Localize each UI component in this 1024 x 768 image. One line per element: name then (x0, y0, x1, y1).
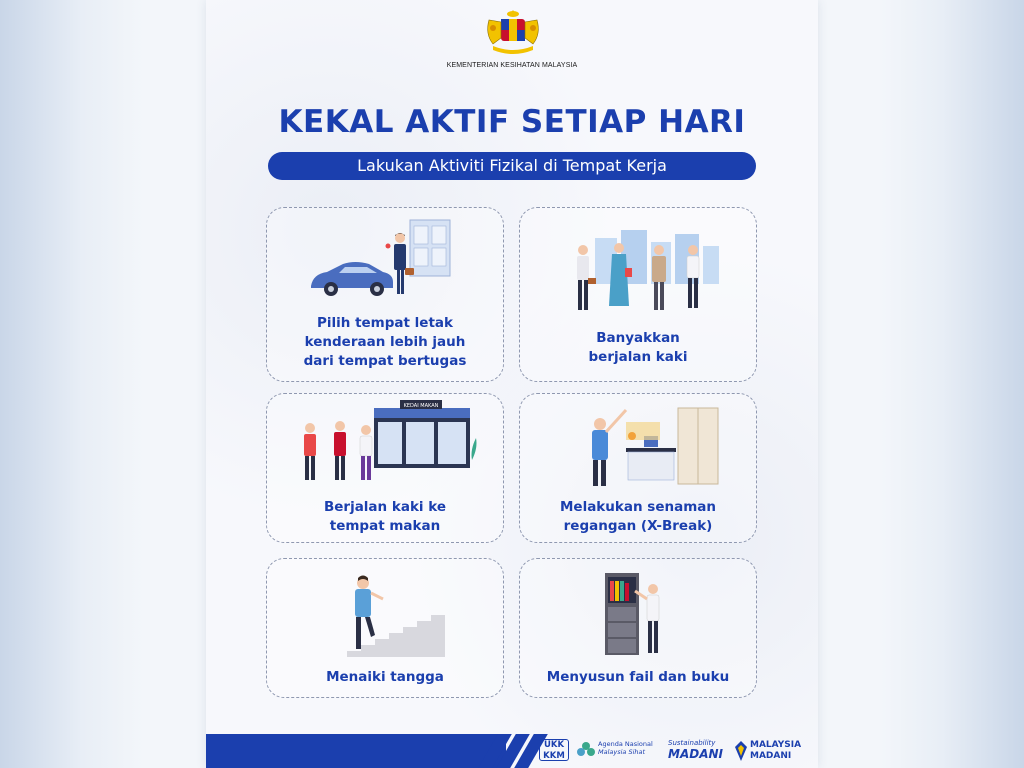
logo-text: KKM (543, 751, 565, 761)
restaurant-sign-text: KEDAI MAKAN (403, 403, 439, 409)
logo-text: UKK (543, 740, 565, 750)
footer (206, 732, 818, 768)
card-caption: Menaiki tangga (326, 669, 444, 685)
card-caption: Berjalan kaki ke tempat makan (323, 499, 447, 534)
card-caption: Melakukan senaman regangan (X-Break) (559, 499, 716, 534)
sustainability-madani-logo (668, 738, 723, 760)
logo-text: MADANI (668, 747, 723, 761)
car-parking-illustration (297, 216, 477, 306)
card-caption: Banyakkan berjalan kaki (588, 330, 688, 365)
malaysia-madani-logo (736, 740, 801, 762)
logo-text: Agenda Nasional (598, 740, 653, 748)
logo-text: MADANI (750, 751, 792, 761)
ukk-kkm-logo (539, 739, 569, 761)
card-caption: Pilih tempat letak kenderaan lebih jauh dari tempat bertugas (303, 315, 467, 369)
malaysia-coat-of-arms-logo (483, 8, 543, 58)
card-restaurant (266, 393, 504, 543)
logo-text: Malaysia Sihat (598, 748, 646, 756)
card-stairs (266, 558, 504, 698)
page-title: KEKAL AKTIF SETIAP HARI (278, 104, 746, 140)
logo-text: MALAYSIA (750, 740, 802, 750)
card-files (519, 558, 757, 698)
madani-emblem-icon (734, 740, 748, 762)
ministry-name: KEMENTERIAN KESIHATAN MALAYSIA (446, 62, 578, 69)
agenda-nasional-logo (578, 740, 653, 756)
climbing-stairs-illustration (327, 569, 457, 659)
card-stretching (519, 393, 757, 543)
card-parking (266, 207, 504, 382)
footer-bar (206, 734, 506, 768)
card-caption: Menyusun fail dan buku (546, 669, 730, 685)
card-walking (519, 207, 757, 382)
people-walking-illustration (555, 228, 725, 318)
arranging-files-illustration (595, 569, 705, 659)
poster (206, 0, 818, 768)
walking-to-restaurant-illustration (292, 398, 482, 488)
stretching-at-desk-illustration (560, 396, 730, 491)
page-subtitle: Lakukan Aktiviti Fizikal di Tempat Kerja (268, 152, 756, 180)
flower-icon (576, 740, 596, 760)
logo-text: Sustainability (668, 739, 716, 747)
